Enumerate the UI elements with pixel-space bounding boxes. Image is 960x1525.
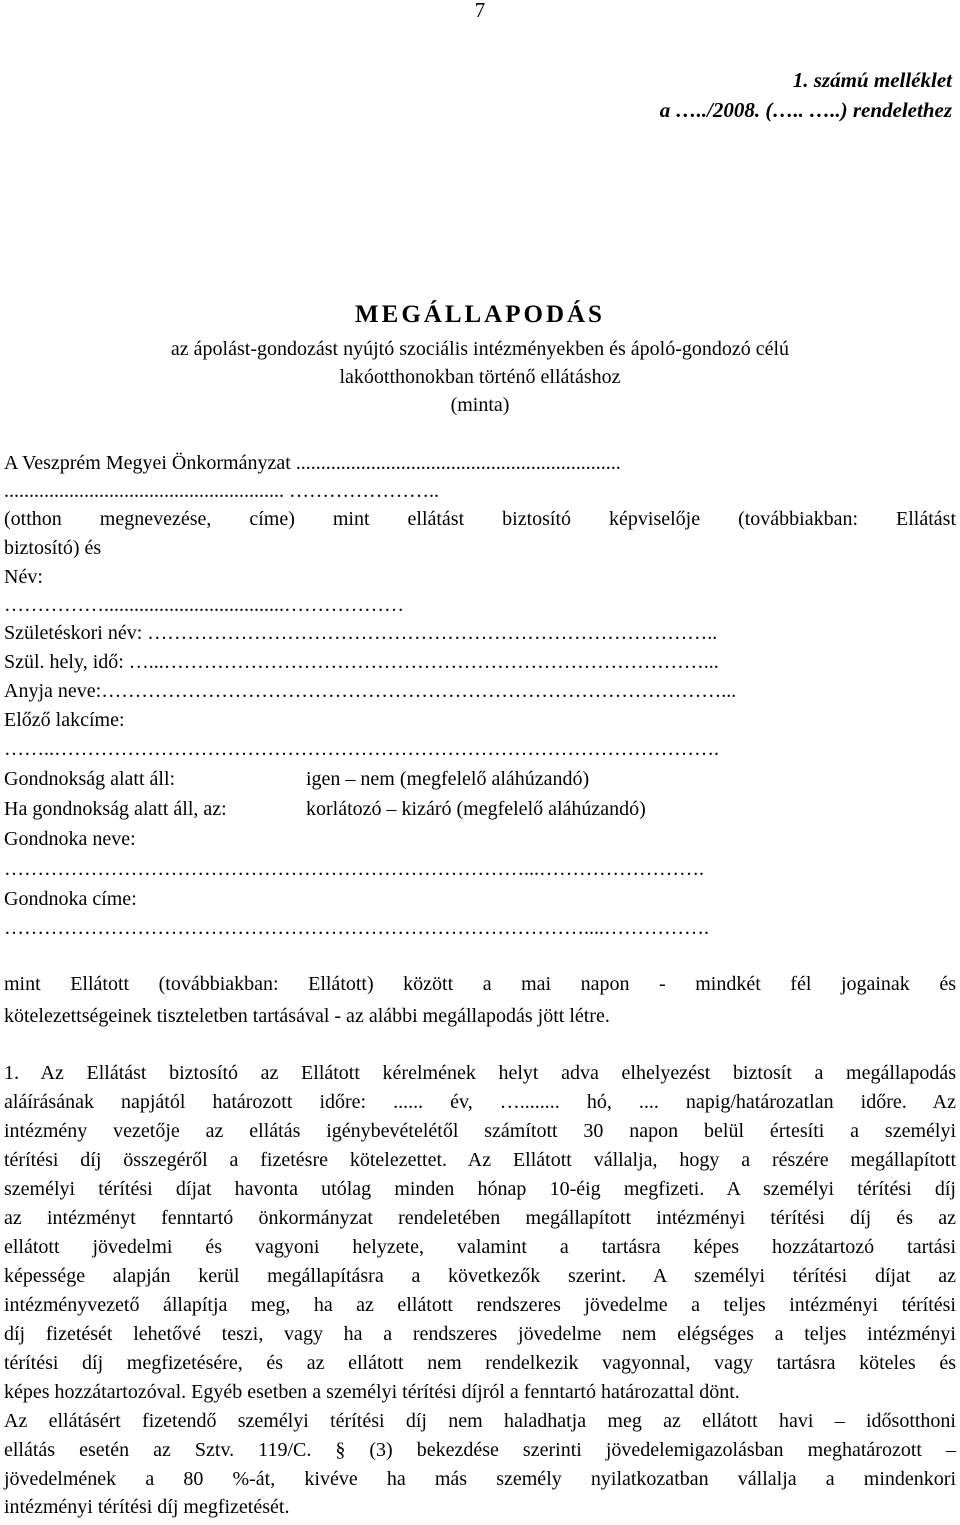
clause-1-line-8: képessége alapján kerül megállapításra a következők szerint. A személyi térítési díjat az <box>4 1265 956 1287</box>
parties-paragraph-line-2: kötelezettségeinek tiszteletben tartásával - az alábbi megállapodás jött létre. <box>4 1005 610 1027</box>
guardian-name-field[interactable]: ……………………………………………………………………...……………………. <box>4 858 704 880</box>
provider-description-end: biztosító) és <box>4 537 102 559</box>
annex-label: 1. számú melléklet <box>792 68 952 92</box>
previous-address-label: Előző lakcíme: <box>4 709 125 731</box>
clause-1-line-4: térítési díj összegéről a fizetésre kötelezettet. Az Ellátott vállalja, hogy a részére megállapított <box>4 1149 956 1171</box>
guardian-address-field[interactable]: ……………………………………………………………………………....……………. <box>4 917 709 939</box>
fee-paragraph-line-2: ellátás esetén az Sztv. 119/C. § (3) bekezdése szerinti jövedelemigazolásban meghatározott – <box>4 1439 956 1461</box>
clause-1-line-10: díj fizetését lehetővé teszi, vagy ha a rendszeres jövedelme nem elégséges a teljes intézményi <box>4 1323 956 1345</box>
fee-paragraph-line-3: jövedelmének a 80 %-át, kivéve ha más személy nyilatkozatban vállalja a mindenkori <box>4 1468 956 1490</box>
name-field[interactable]: ……………....................................……………… <box>4 594 404 616</box>
guardianship-type-label: Ha gondnokság alatt áll, az: <box>4 798 227 820</box>
name-label: Név: <box>4 566 43 588</box>
subtitle-line-1: az ápolást-gondozást nyújtó szociális intézményekben és ápoló-gondozó célú <box>170 338 790 360</box>
clause-1-line-1: 1. Az Ellátást biztosító az Ellátott kérelmének helyt adva elhelyezést biztosít a megállapodás <box>4 1062 956 1084</box>
clause-1-line-5: személyi térítési díjat havonta utólag minden hónap 10-éig megfizeti. A személyi térítési díj <box>4 1178 956 1200</box>
clause-1-line-6: az intézményt fenntartó önkormányzat rendeletében megállapított intézményi térítési díj és az <box>4 1207 956 1229</box>
previous-address-field[interactable]: ……..………………………………………………………………………………………. <box>4 738 719 760</box>
subtitle-line-3: (minta) <box>450 394 510 416</box>
provider-description: (otthon megnevezése, címe) mint ellátást biztosító képviselője (továbbiakban: Ellátást <box>4 508 956 530</box>
page-number: 7 <box>474 0 486 22</box>
guardianship-options[interactable]: igen – nem (megfelelő aláhúzandó) <box>306 768 590 790</box>
guardianship-type-options[interactable]: korlátozó – kizáró (megfelelő aláhúzandó) <box>306 798 646 820</box>
subtitle-line-2: lakóotthonokban történő ellátáshoz <box>339 366 621 388</box>
clause-1-line-12: képes hozzátartozóval. Egyéb esetben a személyi térítési díjról a fenntartó határozattal dönt. <box>4 1381 740 1403</box>
provider-intro: A Veszprém Megyei Önkormányzat ................................................................. <box>4 452 621 474</box>
birth-place-date-field[interactable]: Szül. hely, idő: …...………………………………………………………………………... <box>4 651 719 673</box>
annex-decree-ref: a …../2008. (….. …..) rendelethez <box>659 98 952 122</box>
birth-name-field[interactable]: Születéskori név: ………………………………………………………………………….. <box>4 622 718 644</box>
guardian-name-label: Gondnoka neve: <box>4 828 136 850</box>
clause-1-line-9: intézményvezető állapítja meg, ha az ellátott rendszeres jövedelme a teljes intézményi térítési <box>4 1294 956 1316</box>
provider-dots[interactable]: ........................................................ ………………….. <box>4 480 439 502</box>
fee-paragraph-line-4: intézményi térítési díj megfizetését. <box>4 1496 290 1518</box>
mother-name-field[interactable]: Anyja neve:…………………………………………………………………………………... <box>4 680 737 702</box>
clause-1-line-3: intézmény vezetője az ellátás igénybevételétől számított 30 napon belül értesíti a személyi <box>4 1120 956 1142</box>
fee-paragraph-line-1: Az ellátásért fizetendő személyi térítési díj nem haladhatja meg az ellátott havi – idősotthoni <box>4 1410 956 1432</box>
clause-1-line-7: ellátott jövedelmi és vagyoni helyzete, valamint a tartásra képes hozzátartozó tartási <box>4 1236 956 1258</box>
guardian-address-label: Gondnoka címe: <box>4 888 137 910</box>
guardianship-label: Gondnokság alatt áll: <box>4 768 176 790</box>
parties-paragraph-line-1: mint Ellátott (továbbiakban: Ellátott) között a mai napon - mindkét fél jogainak és <box>4 973 956 995</box>
clause-1-line-11: térítési díj megfizetésére, és az ellátott nem rendelkezik vagyonnal, vagy tartásra köteles és <box>4 1352 956 1374</box>
document-title: MEGÁLLAPODÁS <box>355 301 605 328</box>
clause-1-line-2: aláírásának napjától határozott időre: ...... év, …........ hó, .... napig/határozatlan időre. Az <box>4 1091 956 1113</box>
